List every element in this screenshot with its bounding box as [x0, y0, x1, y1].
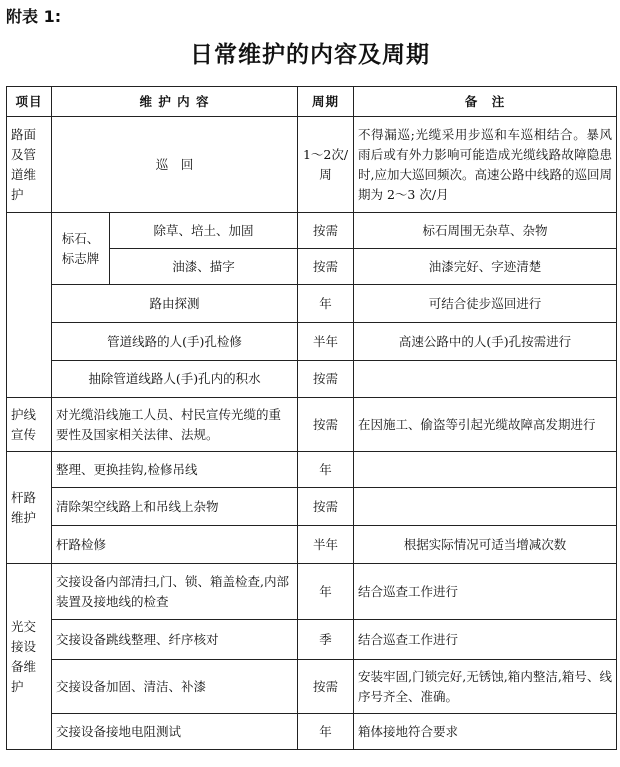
page-title: 日常维护的内容及周期: [190, 41, 430, 68]
period-cell: 按需: [298, 361, 354, 398]
table-row: [7, 564, 617, 620]
table-row: [7, 526, 617, 564]
content-cell: 交接设备内部清扫,门、锁、箱盖检查,内部装置及接地线的检查: [52, 564, 298, 620]
note-cell: 结合巡查工作进行: [354, 620, 617, 660]
note-cell: [354, 452, 617, 488]
table-row: [7, 660, 617, 714]
table-row: [7, 398, 617, 452]
table-row: [7, 452, 617, 488]
period-cell: 1～2次/周: [298, 117, 354, 213]
table-row: [7, 213, 617, 249]
content-cell: 交接设备加固、清洁、补漆: [52, 660, 298, 714]
period-cell: 按需: [298, 660, 354, 714]
table-header-row: [7, 87, 617, 117]
period-cell: 按需: [298, 249, 354, 285]
period-cell: 按需: [298, 213, 354, 249]
content-cell: 杆路检修: [52, 526, 298, 564]
content-cell: 对光缆沿线施工人员、村民宣传光缆的重要性及国家相关法律、法规。: [52, 398, 298, 452]
note-cell: 根据实际情况可适当增减次数: [354, 526, 617, 564]
note-cell: 安装牢固,门锁完好,无锈蚀,箱内整洁,箱号、线序号齐全、准确。: [354, 660, 617, 714]
period-cell: 按需: [298, 398, 354, 452]
content-cell: 整理、更换挂钩,检修吊线: [52, 452, 298, 488]
maintenance-table: [6, 86, 617, 750]
note-cell: [354, 361, 617, 398]
period-cell: 年: [298, 285, 354, 323]
group-cell: 标石、标志牌: [52, 213, 110, 285]
content-cell: 路由探测: [52, 285, 298, 323]
table-row: [7, 285, 617, 323]
period-cell: 按需: [298, 488, 354, 526]
period-cell: 季: [298, 620, 354, 660]
project-cell: [7, 213, 52, 398]
note-cell: [354, 488, 617, 526]
note-cell: 标石周围无杂草、杂物: [354, 213, 617, 249]
content-cell: 交接设备跳线整理、纤序核对: [52, 620, 298, 660]
note-cell: 箱体接地符合要求: [354, 714, 617, 750]
table-row: [7, 361, 617, 398]
content-cell: 巡 回: [52, 117, 298, 213]
period-cell: 年: [298, 452, 354, 488]
content-cell: 清除架空线路上和吊线上杂物: [52, 488, 298, 526]
content-cell: 抽除管道线路人(手)孔内的积水: [52, 361, 298, 398]
period-cell: 半年: [298, 323, 354, 361]
header-project: 项目: [7, 87, 52, 117]
project-cell: 杆路维护: [7, 452, 52, 564]
table-row: [7, 488, 617, 526]
table-row: [7, 714, 617, 750]
project-cell: 护线宣传: [7, 398, 52, 452]
note-cell: 结合巡查工作进行: [354, 564, 617, 620]
content-cell: 管道线路的人(手)孔检修: [52, 323, 298, 361]
project-cell: 路面及管道维护: [7, 117, 52, 213]
period-cell: 年: [298, 564, 354, 620]
header-period: 周期: [298, 87, 354, 117]
note-cell: 在因施工、偷盗等引起光缆故障高发期进行: [354, 398, 617, 452]
table-row: [7, 620, 617, 660]
note-cell: 不得漏巡;光缆采用步巡和车巡相结合。暴风雨后或有外力影响可能造成光缆线路故障隐患时,应加大巡回频次。高速公路中线路的巡回周期为 2～3 次/月: [354, 117, 617, 213]
content-cell: 除草、培土、加固: [110, 213, 298, 249]
content-cell: 油漆、描字: [110, 249, 298, 285]
note-cell: 可结合徒步巡回进行: [354, 285, 617, 323]
appendix-label: 附表 1:: [6, 7, 62, 26]
content-cell: 交接设备接地电阻测试: [52, 714, 298, 750]
note-cell: 高速公路中的人(手)孔按需进行: [354, 323, 617, 361]
header-note: 备 注: [354, 87, 617, 117]
period-cell: 半年: [298, 526, 354, 564]
header-content: 维 护 内 容: [52, 87, 298, 117]
table-row: [7, 117, 617, 213]
note-cell: 油漆完好、字迹清楚: [354, 249, 617, 285]
period-cell: 年: [298, 714, 354, 750]
table-row: [7, 323, 617, 361]
project-cell: 光交接设备维护: [7, 564, 52, 750]
